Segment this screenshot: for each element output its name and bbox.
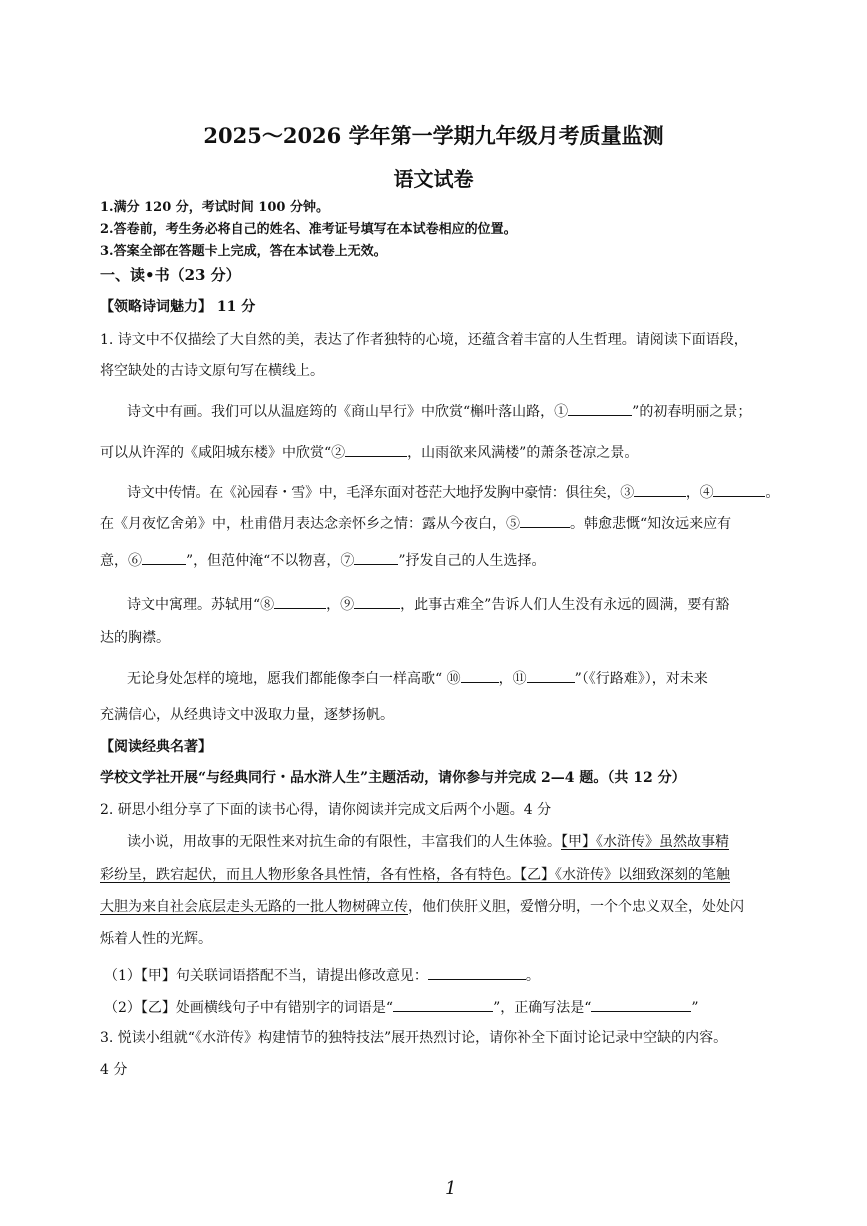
- answer-blank-4[interactable]: [713, 482, 765, 497]
- q3-stem-line2: 4 分: [100, 1062, 128, 1078]
- instruction-1: 1.满分 120 分，考试时间 100 分钟。: [100, 200, 329, 215]
- q2-stem: 2. 研思小组分享了下面的读书心得，请你阅读并完成文后两个小题。4 分: [100, 802, 552, 818]
- answer-blank-2[interactable]: [345, 442, 407, 457]
- poetry-paragraph-reason-line1: 诗文中寓理。苏轼用“⑧ ，⑨ ，此事古难全”告诉人们人生没有永远的圆满，要有豁: [127, 594, 729, 614]
- poetry-paragraph-emotion-line3: 意，⑥ ”，但范仲淹“不以物喜，⑦ ”抒发自己的人生选择。: [100, 550, 546, 570]
- answer-blank-5[interactable]: [520, 513, 570, 528]
- answer-blank-10[interactable]: [461, 668, 499, 683]
- answer-blank-6[interactable]: [142, 550, 186, 565]
- q3-stem-line1: 3. 悦读小组就“《水浒传》构建情节的独特技法”展开热烈讨论，请你补全下面讨论记录中空缺的内容。: [100, 1030, 728, 1046]
- poetry-subheading: 【领略诗词魅力】 11 分: [100, 299, 256, 315]
- sentence-jia-cont: 彩纷呈，跌宕起伏，而且人物形象各具性情，各有性格，各有特色。: [100, 867, 520, 883]
- passage-line3: 大胆为来自社会底层走头无路的一批人物树碑立传，他们侠肝义胆，爱憎分明，一个个忠义双全，处处闪: [100, 899, 744, 915]
- instruction-2: 2.答卷前，考生务必将自己的姓名、准考证号填写在本试卷相应的位置。: [100, 222, 517, 237]
- poetry-paragraph-confidence-line1: 无论身处怎样的境地，愿我们都能像李白一样高歌“ ⑩ ，⑪ ”（《行路难》），对未来: [127, 668, 708, 688]
- answer-blank-1[interactable]: [568, 401, 632, 416]
- answer-blank-q2-2b[interactable]: [591, 997, 691, 1012]
- answer-blank-8[interactable]: [274, 594, 326, 609]
- sentence-jia: 【甲】《水浒传》虽然故事精: [561, 834, 729, 850]
- q2-part1: （1）【甲】句关联词语搭配不当，请提出修改意见： 。: [104, 965, 540, 985]
- poetry-paragraph-emotion-line1: 诗文中传情。在《沁园春・雪》中，毛泽东面对苍茫大地抒发胸中豪情：俱往矣，③ ，④ 。: [127, 482, 779, 502]
- poetry-paragraph-reason-line2: 达的胸襟。: [100, 630, 170, 646]
- exam-subtitle: 语文试卷: [393, 167, 474, 191]
- answer-blank-q2-2a[interactable]: [393, 997, 493, 1012]
- answer-blank-11[interactable]: [527, 668, 575, 683]
- passage-line2: [100, 866, 730, 884]
- q2-part2: （2）【乙】处画横线句子中有错别字的词语是“ ”，正确写法是“ ”: [104, 997, 699, 1017]
- passage-line4: 烁着人性的光辉。: [100, 931, 212, 947]
- answer-blank-q2-1[interactable]: [428, 965, 526, 980]
- passage-line1: 读小说，用故事的无限性来对抗生命的有限性，丰富我们的人生体验。【甲】《水浒传》虽然故事精: [127, 834, 729, 850]
- activity-intro: 学校文学社开展“与经典同行・品水浒人生”主题活动，请你参与并完成 2—4 题。（共 12 分）: [100, 770, 686, 786]
- poetry-paragraph-emotion-line2: 在《月夜忆舍弟》中，杜甫借月表达念亲怀乡之情：露从今夜白，⑤ 。韩愈悲慨“知汝远来应有: [100, 513, 731, 533]
- q1-stem-line1: 1. 诗文中不仅描绘了大自然的美，表达了作者独特的心境，还蕴含着丰富的人生哲理。请阅读下面语段，: [100, 332, 748, 348]
- poetry-paragraph-confidence-line2: 充满信心，从经典诗文中汲取力量，逐梦扬帆。: [100, 707, 394, 723]
- page-number: 1: [445, 1178, 457, 1199]
- poetry-paragraph-picture-line2: 可以从许浑的《咸阳城东楼》中欣赏“② ，山雨欲来风满楼”的萧条苍凉之景。: [100, 442, 638, 462]
- exam-title: 2025～2026 学年第一学期九年级月考质量监测: [203, 123, 664, 148]
- poetry-paragraph-picture-line1: 诗文中有画。我们可以从温庭筠的《商山早行》中欣赏“槲叶落山路，① ”的初春明丽之景；: [127, 401, 751, 421]
- instruction-3: 3.答案全部在答题卡上完成，答在本试卷上无效。: [100, 244, 387, 259]
- sentence-yi-cont: 大胆为来自社会底层走头无路的一批人物树碑立传: [100, 899, 408, 915]
- classics-subheading: 【阅读经典名著】: [100, 739, 212, 755]
- answer-blank-9[interactable]: [354, 594, 400, 609]
- answer-blank-3[interactable]: [634, 482, 686, 497]
- sentence-yi: 【乙】《水浒传》以细致深刻的笔触: [520, 867, 730, 883]
- q1-stem-line2: 将空缺处的古诗文原句写在横线上。: [100, 363, 324, 379]
- section-heading: 一、读•书（23 分）: [100, 266, 241, 284]
- answer-blank-7[interactable]: [354, 550, 398, 565]
